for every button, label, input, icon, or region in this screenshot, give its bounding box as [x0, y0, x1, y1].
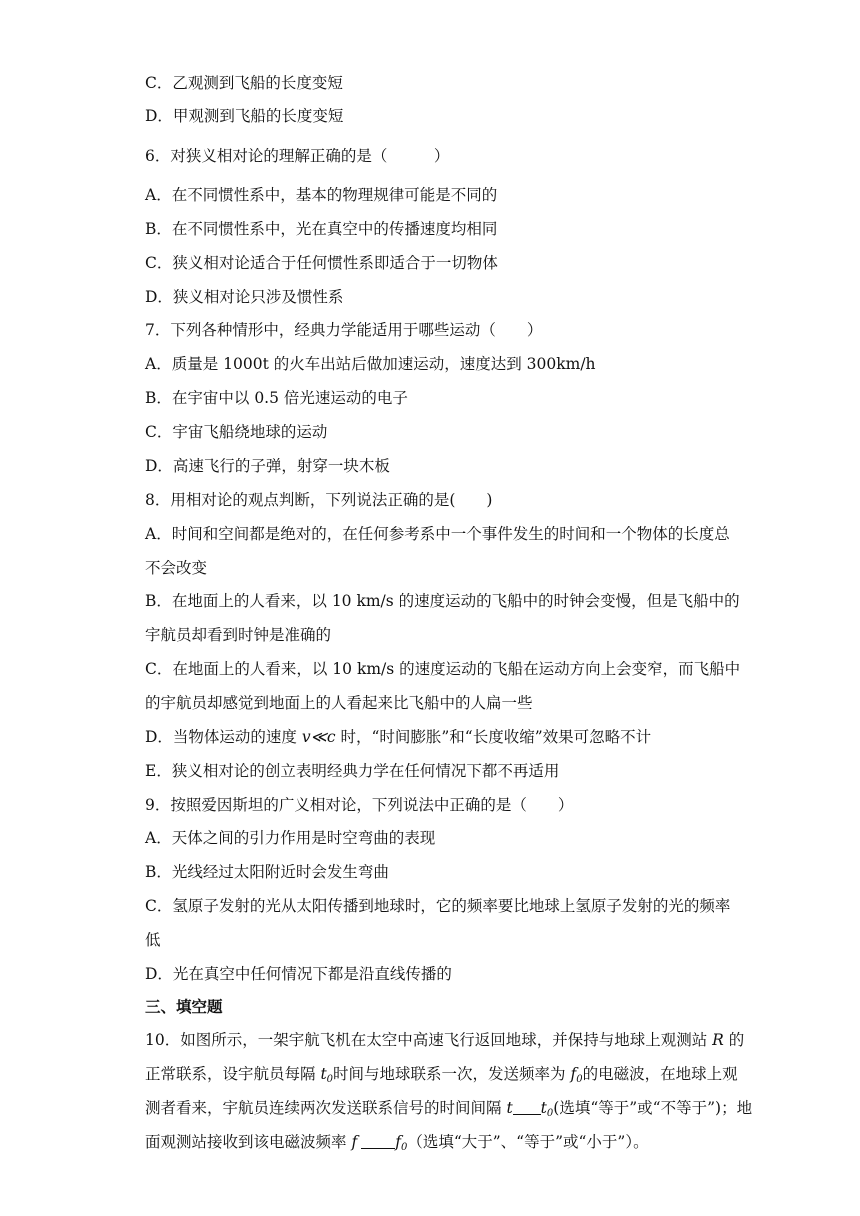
q8-option-b-line2: 宇航员却看到时钟是准确的 [145, 626, 332, 644]
q10-f-symbol-2: f [395, 1133, 401, 1151]
q10-line1-pre: 10．如图所示，一架宇航飞机在太空中高速飞行返回地球，并保持与地球上观测站 [145, 1031, 713, 1049]
q10-line2-mid: 时间与地球联系一次，发送频率为 [333, 1065, 571, 1083]
q10-t-subscript: 0 [326, 1074, 334, 1085]
q6-option-d: D．狭义相对论只涉及惯性系 [145, 288, 344, 306]
q9-option-b: B．光线经过太阳附近时会发生弯曲 [145, 863, 389, 881]
q10-line4-post: （选填“大于”、“等于”或“小于”）。 [407, 1133, 649, 1151]
q10-f0-compare [395, 1133, 407, 1151]
q6-option-a: A．在不同惯性系中，基本的物理规律可能是不同的 [145, 186, 498, 204]
q10-t0-variable [320, 1065, 333, 1083]
q10-line2-pre: 正常联系，设宇航员每隔 [145, 1065, 321, 1083]
q7-option-c: C．宇宙飞船绕地球的运动 [145, 423, 328, 441]
q8-option-b-line1: B．在地面上的人看来，以 10 km/s 的速度运动的飞船中的时钟会变慢，但是飞船中的 [145, 592, 740, 610]
q8-option-d-pre: D．当物体运动的速度 [145, 728, 302, 746]
q10-blank-1[interactable] [513, 1100, 541, 1115]
q9-stem: 9．按照爱因斯坦的广义相对论，下列说法中正确的是（ ） [145, 796, 574, 814]
section-heading-fill-in: 三、填空题 [145, 997, 223, 1016]
q10-station-variable: R [712, 1031, 724, 1049]
q6-option-c: C．狭义相对论适合于任何惯性系即适合于一切物体 [145, 254, 498, 272]
q10-line2-post: 的电磁波，在地球上观 [582, 1065, 738, 1083]
q9-option-c-line2: 低 [145, 931, 161, 949]
q5-option-c: C．乙观测到飞船的长度变短 [145, 74, 343, 92]
q7-option-a: A．质量是 1000t 的火车出站后做加速运动，速度达到 300km/h [145, 355, 596, 373]
q10-line2 [145, 1064, 738, 1090]
q9-option-a: A．天体之间的引力作用是时空弯曲的表现 [145, 829, 436, 847]
q5-option-d: D．甲观测到飞船的长度变短 [145, 107, 344, 125]
q10-blank-2[interactable] [361, 1134, 395, 1149]
q10-line1-post: 的 [723, 1031, 745, 1049]
q8-stem: 8．用相对论的观点判断，下列说法正确的是( ) [145, 491, 493, 509]
q10-line4 [145, 1132, 649, 1158]
q10-f-symbol: f [570, 1065, 577, 1083]
q10-line3-post: (选填“等于”或“不等于”)；地 [553, 1099, 753, 1117]
q8-option-c-line2: 的宇航员却感觉到地面上的人看起来比飞船中的人扁一些 [145, 694, 533, 712]
q10-line3-pre: 测者看来，宇航员连续两次发送联系信号的时间间隔 [145, 1099, 507, 1117]
q8-option-a-line1: A．时间和空间都是绝对的，在任何参考系中一个事件发生的时间和一个物体的长度总 [145, 525, 730, 543]
q8-option-a-line2: 不会改变 [145, 559, 208, 577]
q10-f0-variable [570, 1065, 582, 1083]
q8-option-d [145, 727, 651, 747]
q8-option-d-variable: v≪c [301, 728, 336, 746]
q10-line1 [145, 1030, 744, 1050]
q7-option-b: B．在宇宙中以 0.5 倍光速运动的电子 [145, 389, 408, 407]
q8-option-c-line1: C．在地面上的人看来，以 10 km/s 的速度运动的飞船在运动方向上会变窄，而飞船中 [145, 660, 741, 678]
q10-f-subscript: 0 [576, 1074, 583, 1085]
q10-line3 [145, 1098, 752, 1124]
q10-t0-compare [541, 1099, 554, 1117]
q10-t-symbol-2: t [540, 1099, 547, 1117]
q6-option-b: B．在不同惯性系中，光在真空中的传播速度均相同 [145, 220, 498, 238]
q10-t-subscript-2: 0 [546, 1108, 554, 1119]
q10-f-subscript-2: 0 [400, 1142, 408, 1153]
q6-stem: 6．对狭义相对论的理解正确的是（ ） [145, 147, 450, 165]
q7-option-d: D．高速飞行的子弹，射穿一块木板 [145, 457, 390, 475]
q9-option-d: D．光在真空中任何情况下都是沿直线传播的 [145, 965, 452, 983]
q7-stem: 7．下列各种情形中，经典力学能适用于哪些运动（ ） [145, 321, 543, 339]
q10-t-symbol: t [320, 1065, 327, 1083]
q10-t-variable: t [506, 1099, 513, 1117]
q10-line4-pre: 面观测站接收到该电磁波频率 [145, 1133, 352, 1151]
q8-option-e: E．狭义相对论的创立表明经典力学在任何情况下都不再适用 [145, 762, 560, 780]
q8-option-d-post: 时，“时间膨胀”和“长度收缩”效果可忽略不计 [335, 728, 652, 746]
q9-option-c-line1: C．氢原子发射的光从太阳传播到地球时，它的频率要比地球上氢原子发射的光的频率 [145, 897, 731, 915]
q10-f-variable: f [351, 1133, 358, 1151]
